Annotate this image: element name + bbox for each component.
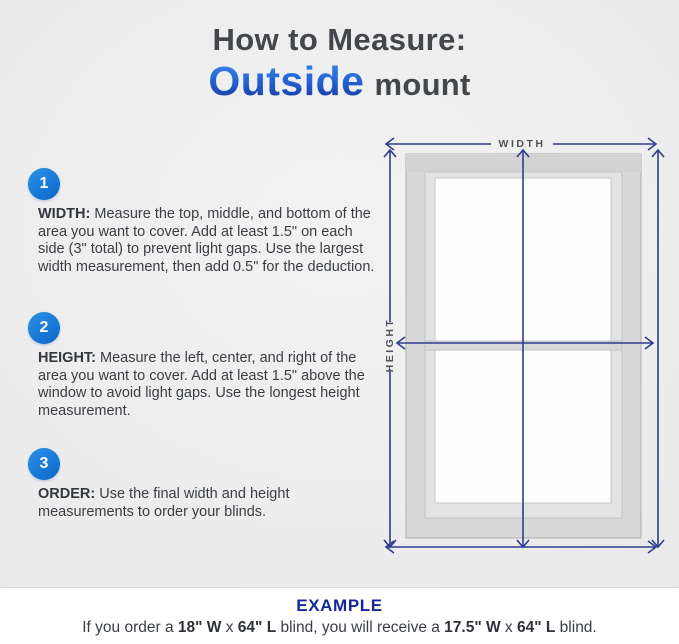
example-part: If you order a: [82, 618, 178, 636]
step-3-label: ORDER:: [38, 486, 96, 502]
height-label: HEIGHT: [384, 317, 396, 373]
step-2: [28, 312, 380, 420]
example-ordered-length: 64" L: [237, 618, 277, 636]
step-2-body: Measure the left, center, and right of the area you want to cover. Add at least 1.5" above the window to avoid light gaps. Use the longest height measurement.: [38, 350, 365, 419]
step-1: [28, 168, 380, 276]
step-1-text: [38, 206, 378, 276]
example-line: [82, 619, 597, 637]
example-received-length: 64" L: [517, 618, 556, 636]
title-mount: mount: [374, 66, 471, 102]
example-part: x: [500, 618, 517, 636]
header: [0, 22, 679, 104]
step-2-text: [38, 350, 378, 420]
step-1-number-badge: 1: [28, 168, 60, 200]
width-label: WIDTH: [498, 138, 546, 150]
step-2-label: HEIGHT:: [38, 350, 96, 366]
step-3-body: Use the final width and height measurements to order your blinds.: [38, 486, 290, 520]
step-3-text: [38, 486, 378, 521]
title-line-1: How to Measure:: [212, 22, 467, 57]
title-outside: Outside: [208, 57, 365, 104]
example-ordered-width: 18" W: [177, 618, 222, 636]
step-2-number-badge: 2: [28, 312, 60, 344]
title-line-2: [0, 59, 679, 104]
example-received-width: 17.5" W: [444, 618, 501, 636]
window-diagram-svg: [375, 125, 675, 565]
step-1-label: WIDTH:: [38, 206, 91, 222]
window-diagram: [375, 125, 675, 565]
example-heading: EXAMPLE: [296, 595, 383, 615]
example-section: [0, 588, 679, 644]
step-3: [28, 448, 380, 521]
example-part: x: [221, 618, 238, 636]
example-part: blind, you will receive a: [276, 618, 445, 636]
step-1-body: Measure the top, middle, and bottom of the area you want to cover. Add at least 1.5" on each side (3" total) to prevent light gaps. Use the largest width measurement, then add 0.5" for the deduction.: [38, 206, 375, 275]
example-part: blind.: [555, 618, 597, 636]
step-3-number-badge: 3: [28, 448, 60, 480]
